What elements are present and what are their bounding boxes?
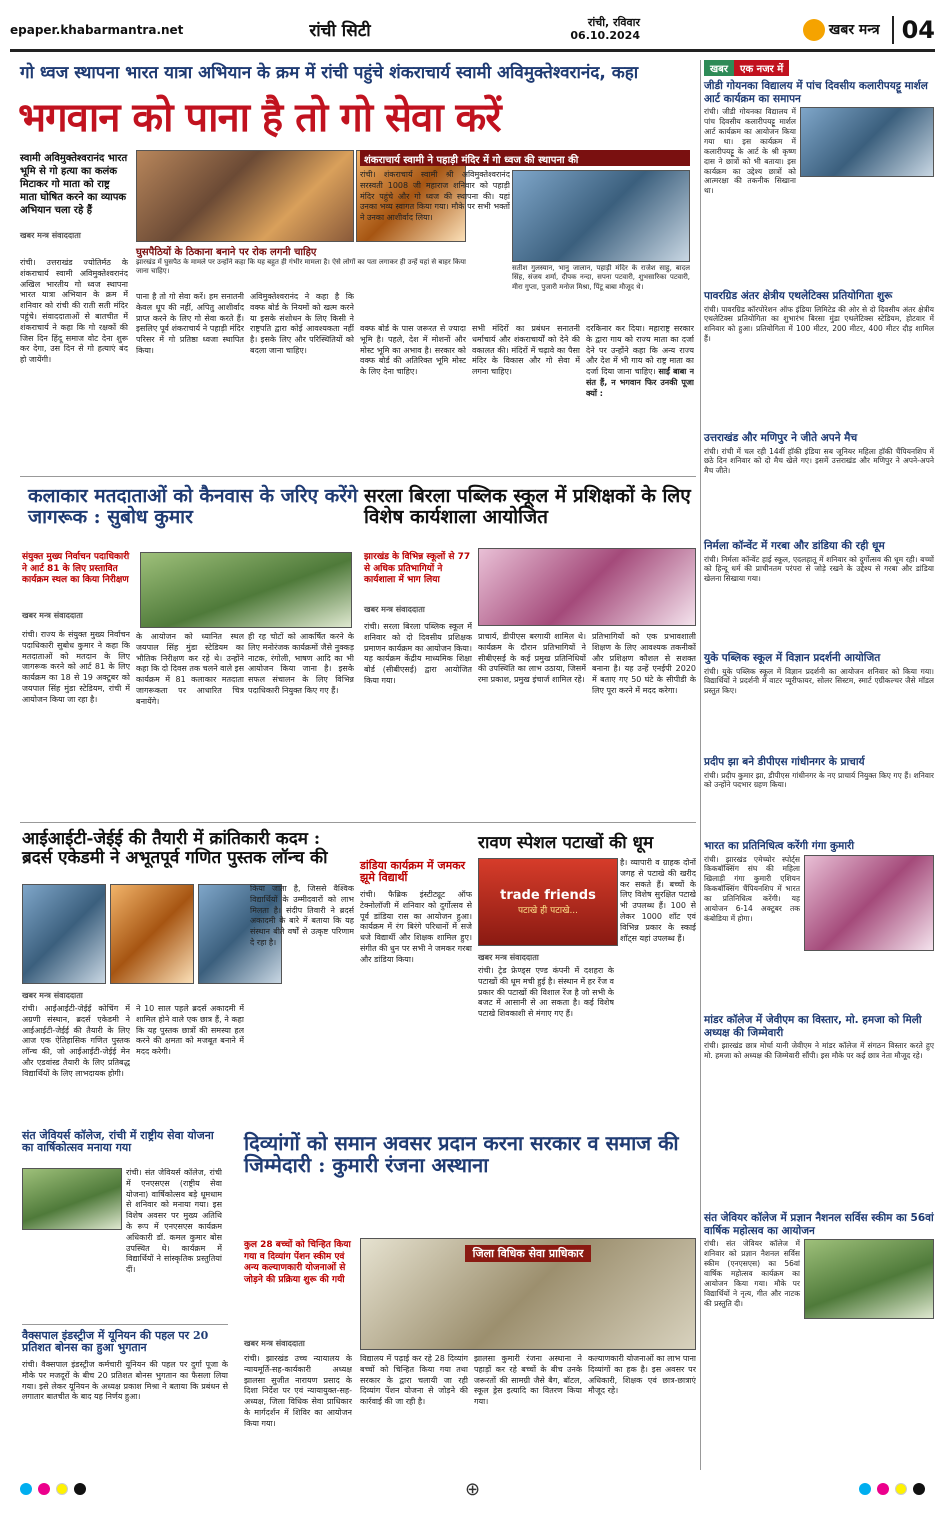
right-item-9: संत जेवियर कॉलेज में प्रज्ञान नैशनल सर्विस स्कीम का 56वां वार्षिक महोत्सव का आयोजन रांची। संत जेवियर कॉलेज में शनिवार को प्रज्ञान नैशनल सर्विस स्कीम (एनएसएस) का 56वां वार्षिक महोत्सव कार्यक्रम का आयोजन किया गया। मौके पर विद्यार्थियों ने नृत्य, गीत और नाटक की प्रस्तुति दी। — [704, 1212, 934, 1470]
story4-headline: आईआईटी-जेईई की तैयारी में क्रांतिकारी कदम : ब्रदर्स एकेडमी ने अभूतपूर्व गणित पुस्तक लॉन्च की — [22, 829, 328, 869]
right-item-8: मांडर कॉलेज में जेवीएम का विस्तार, मो. हमजा को मिली अध्यक्ष की जिम्मेवारी रांची। झारखंड छात्र मोर्चा यानी जेवीएम ने मांडर कॉलेज में संगठन विस्तार करते हुए मो. हमजा को अध्यक्ष की जिम्मेवारी सौंपी। इस मौके पर कई छात्र नेता मौजूद रहे। — [704, 1014, 934, 1061]
story6-col-1: रांची। ट्रेड फ्रेण्ड्स एण्ड कंपनी में दशहरा के पटाखों की धूम मची हुई है। संस्थान में हर रेंज व प्रकार की पटाखों की विशाल रेंज है जो सभी के बजट में आसानी से आ सकता है। कई विशेष पटाखे शिवकाशी से मंगाए गए हैं। — [478, 966, 614, 1019]
temple-box-text: रांची। शंकराचार्य स्वामी श्री अविमुक्तेश्वरानंद सरस्वती 1008 जी महाराज शनिवार को पहाड़ी मंदिर पहुंचे और गो ध्वज की स्थापना की। यहां उनका भव्य स्वागत किया गया। मौके पर सभी भक्तों ने उनका आशीर्वाद लिया। — [360, 170, 510, 223]
story3-col-2: प्राचार्य, डीपीएस बरगायी शामिल थे। कार्यक्रम के दौरान प्रतिभागियों ने सीबीएसई के कई प्रमुख प्रतिनिधियों की उपस्थिति का लाभ उठाया, जिसमें रमा प्रकाश, प्रमुख इंचार्ज शामिल रहे। — [478, 632, 586, 685]
right-item-5: युके पब्लिक स्कूल में विज्ञान प्रदर्शनी आयोजित रांची। युके पब्लिक स्कूल में विज्ञान प्रदर्शनी का आयोजन शनिवार को किया गया। विद्यार्थियों ने प्रदर्शनी में वाटर प्यूरीफायर, सोलर सिस्टम, स्मार्ट एग्रीकल्चर जैसे मॉडल प्रस्तुत किए। — [704, 652, 934, 696]
lead-col-3: अविमुक्तेश्वरानंद ने कहा है कि वक्फ बोर्ड के नियमों को खत्म करने या इसके संशोधन के लिए किसी ने राष्ट्रपति द्वारा कोई आवश्यकता नहीं है। इसके लिए और परिस्थितियों को बदला जाना चाहिए। — [250, 292, 354, 355]
story6-byline: खबर मन्त्र संवाददाता — [478, 953, 539, 962]
story7-col-2: विद्यालय में पढ़ाई कर रहे 28 दिव्यांग बच्चों को चिन्हित किया गया तथा सरकार के द्वारा चलायी जा रही दिव्यांग पेंशन योजना से जोड़ने की कार्रवाई की जा रही है। — [360, 1354, 468, 1407]
site-url[interactable]: epaper.khabarmantra.net — [10, 22, 184, 37]
story8-headline: संत जेवियर्स कॉलेज, रांची में राष्ट्रीय सेवा योजना का वार्षिकोत्सव मनाया गया — [22, 1129, 214, 1155]
story4-photo-2 — [110, 884, 194, 984]
divider — [20, 476, 696, 477]
story8-photo — [22, 1168, 122, 1230]
story7-headline: दिव्यांगों को समान अवसर प्रदान करना सरकार व समाज की जिम्मेदारी : कुमारी रंजना अस्थाना — [244, 1131, 679, 1178]
dateline: रांची, रविवार 06.10.2024 — [570, 16, 640, 42]
story6-col-2: है। व्यापारी व ग्राहक दोनों जगह से पटाखे की खरीद कर सकते हैं। बच्चों के लिए विशेष सुरक्षित पटाखे भी उपलब्ध हैं। 100 से लेकर 1000 शॉट एवं विभिन्न प्रकार के स्काई शॉट्स यहां उपलब्ध हैं। — [620, 858, 696, 943]
story2-photo — [140, 552, 352, 628]
lead-photo-1 — [136, 150, 354, 242]
crosshair-icon: ⊕ — [464, 1478, 481, 1500]
color-registration-dots-right — [859, 1483, 925, 1495]
lead-col-4: वक्फ बोर्ड के पास जरूरत से ज्यादा भूमि है। पहले, देश में मोशनों और मोस्ट भूमि का अभाव है। सरकार को वक्फ बोर्ड की अतिरिक्त भूमि मोस्ट के लिए देना चाहिए। — [360, 324, 466, 377]
color-registration-dots-left — [20, 1483, 86, 1495]
right-item-7: भारत का प्रतिनिधित्व करेंगी गंगा कुमारी रांची। झारखंड एमेच्योर स्पोर्ट्स किकबॉक्सिंग संघ की महिला खिलाड़ी गंगा कुमारी एशियन किकबॉक्सिंग चैंपियनशिप में भारत का प्रतिनिधित्व करेंगी। यह आयोजन 6-14 अक्टूबर तक कंबोडिया में होगा। — [704, 840, 934, 1010]
story4-col-2: ने 10 साल पहले ब्रदर्स अकादमी में शामिल होने वाले एक छात्र हैं, ने कहा कि यह पुस्तक छात्रों की समस्या हल करने की क्षमता को मजबूत बनाने में मदद करेगी। — [136, 1004, 244, 1057]
masthead — [10, 10, 935, 52]
lead-col-1: रांची। उत्तराखंड ज्योतिर्मठ के शंकराचार्य स्वामी अविमुक्तेश्वरानंद अखिल भारतीय गो ध्वज स्थापना भारत यात्रा अभियान के क्रम में शनिवार को रांची की राती सती मंदिर पहुंचे। संवाददाताओं से बातचीत में शंकराचार्य ने कहा कि गो रक्षकों की जिस दिन हिंदू समाज वोट देना शुरू कर देगा, उस दिन से गो हत्याएं बंद हो जायेंगी। — [20, 258, 128, 365]
story3-col-3: प्रतिभागियों को एक प्रभावशाली शिक्षण के लिए आवश्यक तकनीकों और प्रशिक्षण कौशल से सशक्त बनाना है। यह उन्हें एनईपी 2020 में बताए गए 50 घंटे के सीपीडी के लिए पूरा करने में मदद करेगा। — [592, 632, 696, 695]
story4-col-1: रांची। आईआईटी-जेईई कोचिंग में अग्रणी संस्थान, ब्रदर्स एकेडमी ने आईआईटी-जेईई की तैयारी के लिए आज एक ऐतिहासिक गणित पुस्तक लॉन्च की, जो आईआईटी-जेईई मेन और एडवांस्ड तैयारी के लिए प्रतिबद्ध विद्यार्थियों के लिए लाभदायक होगी। — [22, 1004, 130, 1078]
story7-photo: जिला विधिक सेवा प्राधिकार — [360, 1238, 696, 1350]
divider — [22, 1324, 228, 1325]
brand: खबर मन्त्र 04 — [803, 16, 935, 44]
lead-caption-text: झारखंड में घुसपैठ के मामले पर उन्होंने कहा कि यह बहुत ही गंभीर मामला है। ऐसे लोगों का पता लगाकर ही उन्हें यहां से बाहर किया जाना चाहिए। — [136, 258, 466, 276]
lead-col-6: दरकिनार कर दिया। महाराष्ट्र सरकार के द्वारा गाय को राज्य माता का दर्जा देने पर उन्होंने कहा कि अन्य राज्य और देश में भी गाय को राष्ट्र माता का दर्जा दिया जाना चाहिए। साईं बाबा न संत हैं, न भगवान फिर उनकी पूजा क्यों : — [586, 324, 694, 398]
column-divider — [700, 60, 701, 1470]
story3-byline: खबर मन्त्र संवाददाता — [364, 605, 425, 614]
lead-col-2: पाना है तो गो सेवा करें। हम सनातनी केवल धूप की नहीं, अपितु आशीर्वाद प्राप्त करने के लिए गो सेवा करते हैं। इसलिए पूर्व शंकराचार्य ने पहाड़ी मंदिर परिसर में गो प्रतिष्ठा ध्वजा स्थापित किया। — [136, 292, 244, 355]
temple-box-title: शंकराचार्य स्वामी ने पहाड़ी मंदिर में गो ध्वज की स्थापना की — [360, 150, 690, 166]
story2-col-1: रांची। राज्य के संयुक्त मुख्य निर्वाचन पदाधिकारी सुबोध कुमार ने कहा कि मतदाताओं को मतदान के लिए जागरूक करने को आर्ट 81 के लिए कार्यक्रम का 18 से 19 अक्टूबर को जयपाल सिंह मुंडा स्टेडियम, रांची में आयोजन किया जा रहा है। — [22, 630, 130, 704]
print-registration-footer — [20, 1478, 925, 1500]
right-item-7-photo — [804, 855, 934, 951]
story7-col-4: कल्याणकारी योजनाओं का लाभ पाना दिव्यांगों का हक है। इस अवसर पर अधिकारी, शिक्षक एवं छात्र-छात्राएं मौजूद रहे। — [588, 1354, 696, 1396]
lead-side-highlight: स्वामी अविमुक्तेश्वरानंद भारत भूमि से गो हत्या का कलंक मिटाकर गो माता को राष्ट्र माता घोषित करने का व्यापक अभियान चला रहे हैं खबर मन्त्र संवाददाता — [20, 153, 128, 240]
story2-sub: संयुक्त मुख्य निर्वाचन पदाधिकारी ने आर्ट 81 के लिए प्रस्तावित कार्यक्रम स्थल का किया निरीक्षण — [22, 552, 130, 586]
temple-photo-caption: सतीश गुलस्यान, भानु जालान, पहाड़ी मंदिर के राजेश साहु, बादल सिंह, संजय शर्मा, दीपक नन्दा, सपना पटवारी, शुभसारिका पटवारी, मीरा गुप्ता, पुजारी मनोज मिश्रा, पिंटू बाबा मौजूद थे। — [512, 264, 690, 291]
right-item-6: प्रदीप झा बने डीपीएस गांधीनगर के प्राचार्य रांची। प्रदीप कुमार झा, डीपीएस गांधीनगर के नए प्राचार्य नियुक्त किए गए हैं। शनिवार को उन्होंने पदभार ग्रहण किया। — [704, 756, 934, 790]
right-item-2: पावरग्रिड अंतर क्षेत्रीय एथलेटिक्स प्रतियोगिता शुरू रांची। पावरग्रिड कॉरपोरेशन ऑफ इंडिया लिमिटेड की ओर से दो दिवसीय अंतर क्षेत्रीय एथलेटिक्स प्रतियोगिता का शुभारंभ बिरसा मुंडा एथलेटिक्स स्टेडियम, होटवार में शनिवार को हुआ। प्रतियोगिता में 100 मीटर, 200 मीटर, 400 मीटर दौड़ शामिल हैं। — [704, 290, 934, 344]
page-number: 04 — [892, 16, 935, 44]
story5-headline: डांडिया कार्यक्रम में जमकर झूमे विद्यार्थी — [360, 859, 466, 885]
story3-headline: सरला बिरला पब्लिक स्कूल में प्रशिक्षकों के लिए विशेष कार्यशाला आयोजित — [364, 485, 691, 529]
story4-byline: खबर मन्त्र संवाददाता — [22, 991, 83, 1000]
story8-text: रांची। संत जेवियर्स कॉलेज, रांची में एनएसएस (राष्ट्रीय सेवा योजना) वार्षिकोत्सव बड़े धूमधाम से शनिवार को मनाया गया। इस विशेष अवसर पर मुख्य अतिथि के रूप में एनएसएस कार्यक्रम अधिकारी डॉ. कमल कुमार बोस उपस्थित थे। कार्यक्रम में विद्यार्थियों ने सांस्कृतिक प्रस्तुतियां दीं। — [126, 1168, 222, 1275]
story2-col-3: ही रह चोटों को आकर्षित करने के लिए मनोरंजक कार्यक्रमों जैसे नुक्कड़ नाटक, रंगोली, भाषण आदि का भी आयोजन किया जाना है। इसके सफल संचालन के लिए विभिन्न पदाधिकारी नियुक्त किए गए हैं। — [248, 632, 354, 695]
story9-headline: वैक्सपाल इंडस्ट्रीज में यूनियन की पहल पर 20 प्रतिशत बोनस का हुआ भुगतान — [22, 1329, 209, 1355]
right-item-3: उत्तराखंड और मणिपुर ने जीते अपने मैच रांची। रांची में चल रही 14वीं हॉकी इंडिया सब जूनियर महिला हॉकी चैंपियनशिप में छठे दिन शनिवार को दो मैच खेले गए। इसमें उत्तराखंड और मणिपुर ने अपने-अपने मैच जीते। — [704, 432, 934, 476]
right-badge: खबर एक नजर में — [704, 60, 934, 76]
lead-photo-caption: घुसपैठियों के ठिकाना बनाने पर रोक लगनी चाहिए — [136, 247, 317, 258]
temple-photo — [512, 170, 690, 262]
story4-col-3: किया जाता है, जिससे वैश्विक विद्यार्थियों के उम्मीदवारों को लाभ मिलता है। संदीप तिवारी ने ब्रदर्स अकादमी के बारे में बताया कि यह संस्थान बीते वर्षों से उत्कृष्ट परिणाम दे रहा है। — [250, 884, 354, 947]
story7-sub: कुल 28 बच्चों को चिन्हित किया गया व दिव्यांग पेंशन स्कीम एवं अन्य कल्याणकारी योजनाओं से जोड़ने की प्रक्रिया शुरू की गयी — [244, 1240, 351, 1286]
right-item-1: जीडी गोयनका विद्यालय में पांच दिवसीय कलारीपयट्टू मार्शल आर्ट कार्यक्रम का समापन रांची। जीडी गोयनका विद्यालय में पांच दिवसीय कलारीपयट्टू मार्शल आर्ट कार्यक्रम का आयोजन किया गया था। इस कार्यक्रम में कलारीपयट्टू के आर्ट के श्री कृष्ण दास ने छात्रों को भी बताया। इस कार्यक्रम का उद्देश्य छात्रों को आत्मरक्षा की तकनीक सिखाना था। — [704, 80, 934, 186]
story5-text: रांची। फैब्रिक इंस्टीट्यूट ऑफ टेक्नोलॉजी में शनिवार को दुर्गोत्सव से पूर्व डांडिया रास का आयोजन हुआ। कार्यक्रम में रंग बिरंगे परिधानों में सजे धजे विद्यार्थी और शिक्षक शामिल हुए। संगीत की धुन पर सभी ने जमकर गरबा और डांडिया किया। — [360, 890, 472, 964]
lead-headline: भगवान को पाना है तो गो सेवा करें — [18, 94, 501, 141]
story9-text: रांची। वैक्सपाल इंडस्ट्रीज कर्मचारी यूनियन की पहल पर दुर्गा पूजा के मौके पर मजदूरों के बीच 20 प्रतिशत बोनस भुगतान का फैसला लिया गया। इसे लेकर यूनियन के अध्यक्ष प्रकाश मिश्रा ने बताया कि प्रबंधन से लगातार बातचीत के बाद यह निर्णय हुआ। — [22, 1360, 228, 1402]
right-item-4: निर्मला कॉन्वेंट में गरबा और डांडिया की रही धूम रांची। निर्मला कॉन्वेंट हाई स्कूल, एदलहातू में शनिवार को दुर्गोत्सव की धूम रही। बच्चों को हिन्दू धर्म की प्राचीनतम परंपरा से जोड़े रखने के उद्देश्य से गरबा और डांडिया खेलना सिखाया गया। — [704, 540, 934, 584]
story2-byline: खबर मन्त्र संवाददाता — [22, 611, 83, 620]
divider — [20, 822, 696, 823]
lead-kicker: गो ध्वज स्थापना भारत यात्रा अभियान के क्रम में रांची पहुंचे शंकराचार्य स्वामी अविमुक्तेश्वरानंद, कहा — [20, 63, 639, 83]
story2-col-2: के आयोजन को ध्यानित स्थल जयपाल सिंह मुंडा स्टेडियम का भौतिक निरीक्षण कर रहे थे। उन्होंने कहा कि दो दिवस तक चलने वाले इस कार्यक्रम में 81 कलाकार मतदाता जागरूकता पर आधारित चित्र बनायेंगे। — [136, 632, 244, 706]
right-item-1-photo — [800, 107, 934, 177]
right-item-9-photo — [804, 1239, 934, 1319]
lead-col-5: सभी मंदिरों का प्रबंधन सनातनी धर्माचार्य और शंकराचार्यों को देने की वकालत की। मंदिरों में चढ़ावे का पैसा मंदिर के विकास और गो सेवा में लगना चाहिए। — [472, 324, 580, 377]
section-title: रांची सिटी — [309, 21, 371, 41]
story6-photo: trade friends पटाखे ही पटाखे... — [478, 858, 618, 946]
story7-col-1: रांची। झारखंड उच्च न्यायालय के न्यायमूर्ति-सह-कार्यकारी अध्यक्ष झालसा सुजीत नारायण प्रसाद के दिशा निर्देश पर एवं न्यायायुक्त-सह-अध्यक्ष, जिला विधिक सेवा प्राधिकार के मार्गदर्शन में शिविर का आयोजन किया गया। — [244, 1354, 352, 1428]
brand-logo-icon — [803, 19, 825, 41]
story2-headline: कलाकार मतदाताओं को कैनवास के जरिए करेंगे जागरूक : सुबोध कुमार — [28, 485, 358, 529]
story3-col-1: रांची। सरला बिरला पब्लिक स्कूल में शनिवार को दो दिवसीय प्रशिक्षक प्रमाणन कार्यक्रम का आयोजन किया। यह कार्यक्रम केंद्रीय माध्यमिक शिक्षा बोर्ड (सीबीएसई) द्वारा आयोजित किया गया। — [364, 622, 472, 685]
story7-byline: खबर मन्त्र संवाददाता — [244, 1339, 305, 1348]
story3-photo — [478, 548, 696, 626]
story7-col-3: झालसा कुमारी रंजना अस्थाना ने पहाड़ों कर रहे बच्चों के बीच उनके जरूरतों की सामग्री जैसे बैग, बॉटल, स्कूल ड्रेस इत्यादि का वितरण किया गया। — [474, 1354, 582, 1407]
story6-headline: रावण स्पेशल पटाखों की धूम — [478, 833, 654, 853]
story3-sub: झारखंड के विभिन्न स्कूलों से 77 से अधिक प्रतिभागियों ने कार्यशाला में भाग लिया — [364, 552, 471, 586]
story4-photo-1 — [22, 884, 106, 984]
